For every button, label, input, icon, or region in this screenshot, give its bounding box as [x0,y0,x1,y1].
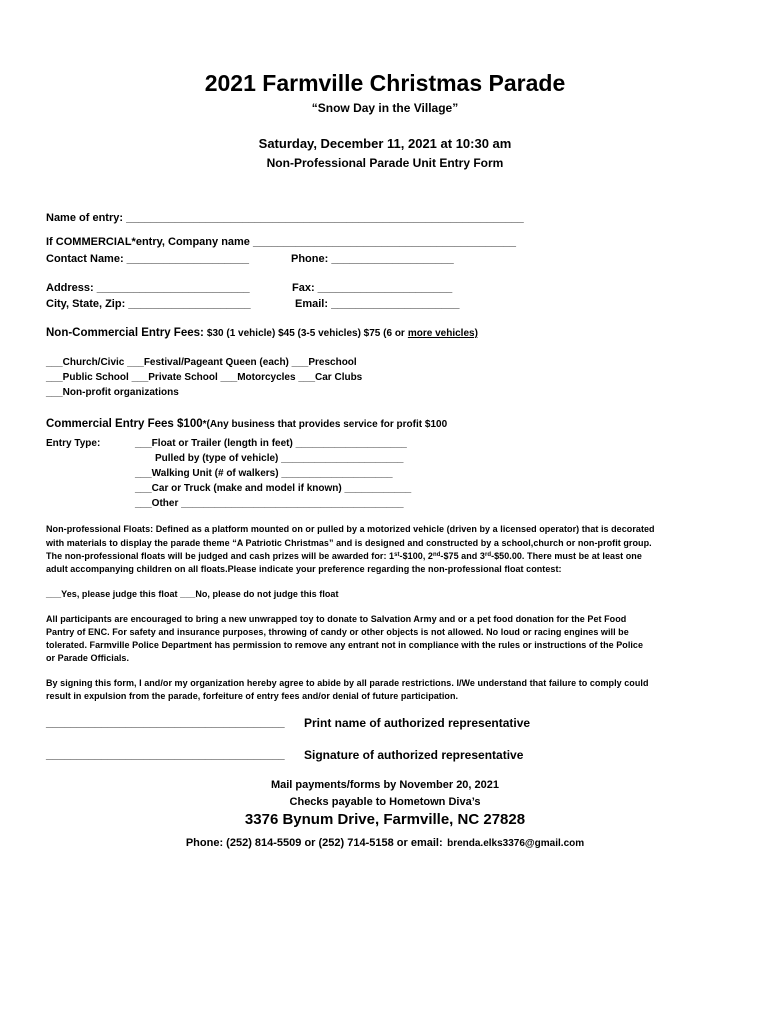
commercial-note: *(Any business that provides service for profit $100 [202,419,448,430]
noncommercial-heading: Non-Commercial Entry Fees: [46,327,204,339]
floats-sup-1: st [394,552,400,558]
participants-line-4: or Parade Officials. [46,653,130,663]
phone-numbers: Phone: (252) 814-5509 or (252) 714-5158 or email: [185,837,443,849]
company-name-field[interactable]: If COMMERCIAL*entry, Company name ___________________________________________ [46,236,517,248]
city-state-zip-field[interactable]: City, State, Zip: ____________________ [46,298,251,310]
checks-payable: Checks payable to Hometown Diva’s [289,796,481,808]
signature-line[interactable]: _______________________________________ [46,749,285,761]
floats-rule-line-1: Non-professional Floats: Defined as a platform mounted on or pulled by a motorized vehicle (driven by a licensed operator) that is decorated [46,524,655,534]
agreement-line-2: result in expulsion from the parade, forfeiture of entry fees and/or denial of future participation. [46,691,459,701]
form-title: 2021 Farmville Christmas Parade [204,70,566,96]
phone-field[interactable]: Phone: ____________________ [291,253,454,265]
entry-type-walking-unit[interactable]: ___Walking Unit (# of walkers) ____________________ [135,468,393,479]
address-field[interactable]: Address: _________________________ [46,282,250,294]
noncommercial-category-row-3[interactable]: ___Non-profit organizations [46,387,179,398]
print-name-line[interactable]: _______________________________________ [46,717,285,729]
entry-type-float[interactable]: ___Float or Trailer (length in feet) ____________________ [135,438,407,449]
commercial-fees [46,414,447,432]
form-subtitle: Non-Professional Parade Unit Entry Form [266,156,504,170]
noncommercial-fee-list: $30 (1 vehicle) $45 (3-5 vehicles) $75 (6 or [206,328,405,339]
noncommercial-fee-list-more: more vehicles) [407,328,478,339]
signature-label: Signature of authorized representative [304,748,524,762]
noncommercial-fees [46,327,478,339]
floats-sup-3: rd [484,552,492,558]
mailing-address: 3376 Bynum Drive, Farmville, NC 27828 [244,811,526,828]
floats-sup-2: nd [432,552,441,558]
participants-line-2: Pantry of ENC. For safety and insurance purposes, throwing of candy or other objects is not allowed. No loud or racing engines will be [46,627,629,637]
floats-prize-text-b: -$100, 2 [399,551,433,561]
entry-type-car-truck[interactable]: ___Car or Truck (make and model if known) ____________ [135,483,412,494]
print-name-label: Print name of authorized representative [304,716,531,730]
entry-type-other[interactable]: ___Other ________________________________________ [135,498,404,509]
entry-type-pulled-by[interactable]: Pulled by (type of vehicle) ______________________ [155,453,404,464]
floats-rule-line-3 [46,551,642,561]
parade-date: Saturday, December 11, 2021 at 10:30 am [258,136,512,151]
name-of-entry-field[interactable]: Name of entry: _________________________________________________________________ [46,212,524,224]
email-field[interactable]: Email: _____________________ [295,298,460,310]
floats-prize-text-d: -$50.00. There must be at least one [491,551,642,561]
agreement-line-1: By signing this form, I and/or my organization hereby agree to abide by all parade restrictions. I/We understand that failure to comply could [46,678,649,688]
participants-line-3: tolerated. Farmville Police Department has permission to remove any entrant not in compliance with the rules or instructions of the Police [46,640,644,650]
entry-type-label: Entry Type: [46,438,101,449]
mail-deadline: Mail payments/forms by November 20, 2021 [270,779,500,791]
floats-rule-line-4: adult accompanying children on all floats.Please indicate your preference regarding the non-professional float contest: [46,564,562,574]
contact-name-field[interactable]: Contact Name: ____________________ [46,253,250,265]
floats-prize-text-c: -$75 and 3 [440,551,485,561]
parade-theme: “Snow Day in the Village” [311,101,459,115]
contact-line [0,833,770,851]
fax-field[interactable]: Fax: ______________________ [292,282,453,294]
judge-preference-choice[interactable]: ___Yes, please judge this float ___No, please do not judge this float [46,589,339,599]
noncommercial-category-row-1[interactable]: ___Church/Civic ___Festival/Pageant Queen (each) ___Preschool [46,357,357,368]
contact-email[interactable]: brenda.elks3376@gmail.com [447,838,585,849]
floats-prize-text-a: The non-professional floats will be judged and cash prizes will be awarded for: 1 [46,551,395,561]
noncommercial-category-row-2[interactable]: ___Public School ___Private School ___Motorcycles ___Car Clubs [46,372,363,383]
commercial-heading: Commercial Entry Fees $100 [46,418,203,430]
floats-rule-line-2: with materials to display the parade theme “A Patriotic Christmas” and is designed and constructed by a school,church or non-profit group. [46,538,652,548]
participants-line-1: All participants are encouraged to bring a new unwrapped toy to donate to Salvation Army and or a pet food donation for the Pet Food [46,614,627,624]
